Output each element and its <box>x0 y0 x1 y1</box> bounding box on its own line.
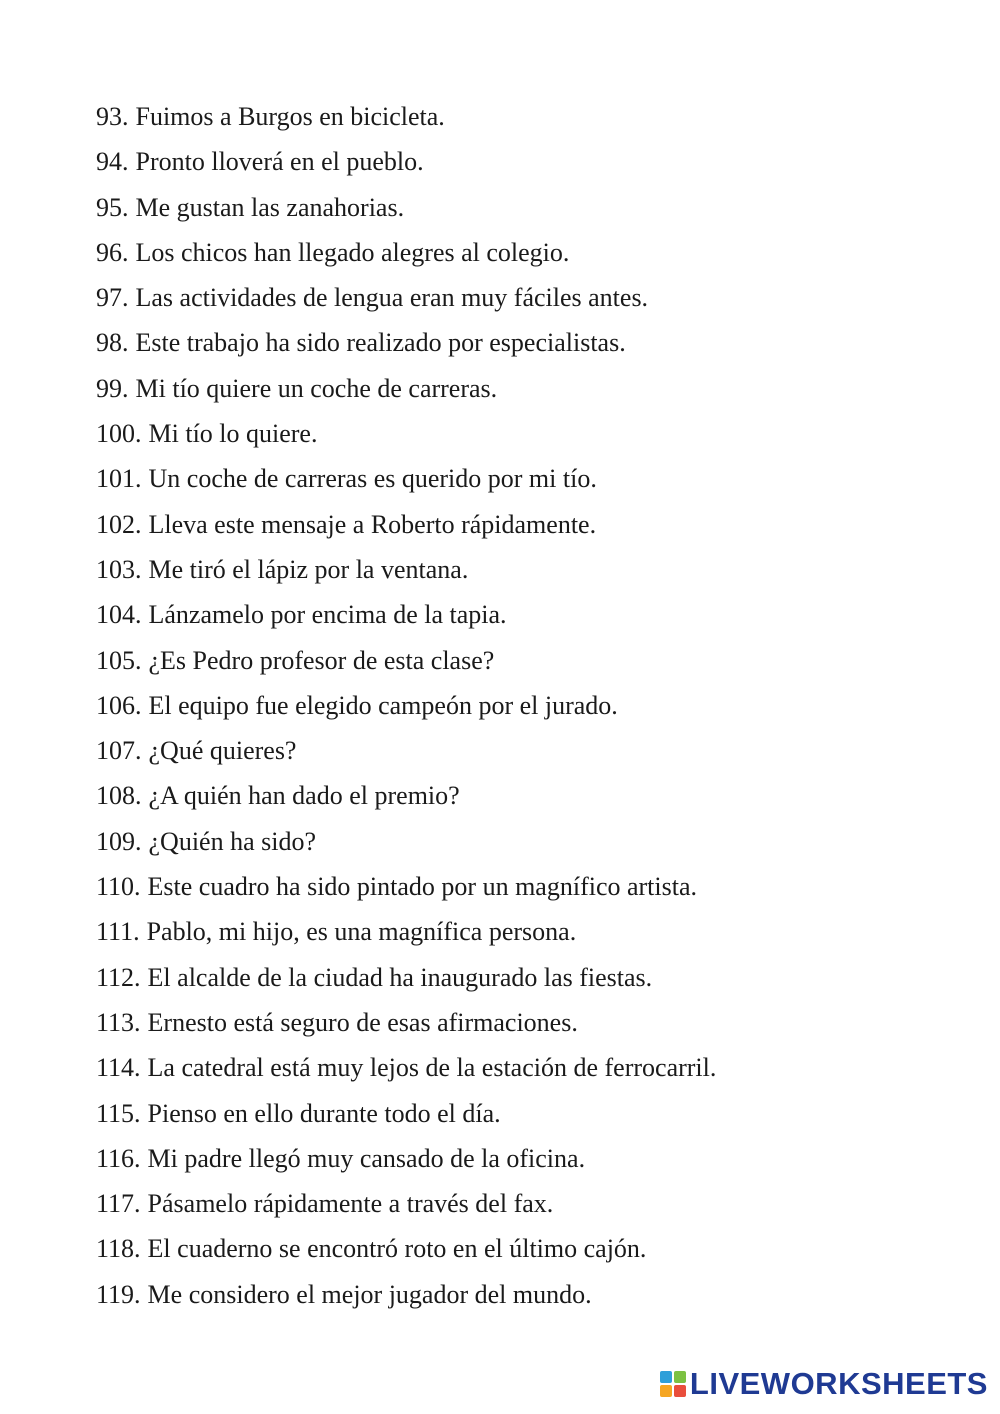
list-item <box>96 366 956 411</box>
item-text: Lánzamelo por encima de la tapia. <box>148 600 507 630</box>
liveworksheets-logo-icon <box>660 1371 686 1397</box>
item-text: Este trabajo ha sido realizado por especialistas. <box>135 328 626 358</box>
item-text: Mi padre llegó muy cansado de la oficina. <box>147 1143 586 1173</box>
list-item <box>96 1091 956 1136</box>
item-number: 103. <box>96 554 142 584</box>
item-text: Me gustan las zanahorias. <box>135 192 405 222</box>
item-text: Pronto lloverá en el pueblo. <box>135 147 424 177</box>
item-number: 102. <box>96 509 142 539</box>
list-item <box>96 547 956 592</box>
item-number: 114. <box>96 1053 141 1083</box>
item-number: 105. <box>96 645 142 675</box>
item-number: 116. <box>96 1143 141 1173</box>
list-item <box>96 456 956 501</box>
list-item <box>96 139 956 184</box>
item-number: 95. <box>96 192 129 222</box>
item-text: ¿Es Pedro profesor de esta clase? <box>148 645 495 675</box>
list-item <box>96 1136 956 1181</box>
list-item <box>96 773 956 818</box>
list-item <box>96 819 956 864</box>
item-number: 113. <box>96 1007 141 1037</box>
list-item <box>96 1045 956 1090</box>
item-text: Un coche de carreras es querido por mi tío. <box>148 464 597 494</box>
item-text: Los chicos han llegado alegres al colegio. <box>135 237 570 267</box>
list-item <box>96 185 956 230</box>
list-item <box>96 275 956 320</box>
item-number: 96. <box>96 237 129 267</box>
list-item <box>96 909 956 954</box>
item-number: 118. <box>96 1234 141 1264</box>
item-number: 101. <box>96 464 142 494</box>
item-text: Pienso en ello durante todo el día. <box>147 1098 501 1128</box>
item-number: 119. <box>96 1279 141 1309</box>
list-item <box>96 1000 956 1045</box>
item-number: 117. <box>96 1189 141 1219</box>
list-item <box>96 683 956 728</box>
item-number: 98. <box>96 328 129 358</box>
item-number: 106. <box>96 690 142 720</box>
item-number: 94. <box>96 147 129 177</box>
worksheet-content <box>96 94 956 1317</box>
list-item <box>96 502 956 547</box>
list-item <box>96 320 956 365</box>
item-text: Lleva este mensaje a Roberto rápidamente. <box>148 509 597 539</box>
item-text: Este cuadro ha sido pintado por un magnífico artista. <box>147 872 698 902</box>
item-text: El cuaderno se encontró roto en el último cajón. <box>147 1234 647 1264</box>
item-text: Pablo, mi hijo, es una magnífica persona. <box>146 917 577 947</box>
list-item <box>96 1226 956 1271</box>
item-number: 99. <box>96 373 129 403</box>
item-text: ¿A quién han dado el premio? <box>148 781 460 811</box>
item-text: La catedral está muy lejos de la estación de ferrocarril. <box>147 1053 717 1083</box>
item-number: 115. <box>96 1098 141 1128</box>
brand-text: LIVEWORKSHEETS <box>689 1366 988 1401</box>
list-item <box>96 955 956 1000</box>
item-text: ¿Qué quieres? <box>148 736 297 766</box>
list-item <box>96 411 956 456</box>
item-text: Ernesto está seguro de esas afirmaciones. <box>147 1007 578 1037</box>
item-number: 108. <box>96 781 142 811</box>
item-number: 109. <box>96 826 142 856</box>
item-text: Pásamelo rápidamente a través del fax. <box>147 1189 554 1219</box>
list-item <box>96 592 956 637</box>
list-item <box>96 864 956 909</box>
item-number: 112. <box>96 962 141 992</box>
item-text: Mi tío lo quiere. <box>148 419 318 449</box>
liveworksheets-brand <box>660 1366 988 1402</box>
item-number: 111. <box>96 917 140 947</box>
item-text: El equipo fue elegido campeón por el jurado. <box>148 690 618 720</box>
list-item <box>96 1181 956 1226</box>
item-number: 93. <box>96 102 129 131</box>
list-item <box>96 728 956 773</box>
item-number: 110. <box>96 872 141 902</box>
item-number: 97. <box>96 283 129 313</box>
item-text: ¿Quién ha sido? <box>148 826 317 856</box>
item-text: Las actividades de lengua eran muy fáciles antes. <box>135 283 649 313</box>
item-number: 100. <box>96 419 142 449</box>
list-item <box>96 638 956 683</box>
item-text: Me considero el mejor jugador del mundo. <box>147 1279 592 1309</box>
item-text: El alcalde de la ciudad ha inaugurado las fiestas. <box>147 962 653 992</box>
list-item <box>96 230 956 275</box>
item-text: Fuimos a Burgos en bicicleta. <box>135 102 445 131</box>
item-text: Mi tío quiere un coche de carreras. <box>135 373 498 403</box>
sentence-list <box>96 94 956 1317</box>
item-number: 107. <box>96 736 142 766</box>
list-item <box>96 94 956 139</box>
item-text: Me tiró el lápiz por la ventana. <box>148 554 469 584</box>
item-number: 104. <box>96 600 142 630</box>
list-item <box>96 1272 956 1317</box>
